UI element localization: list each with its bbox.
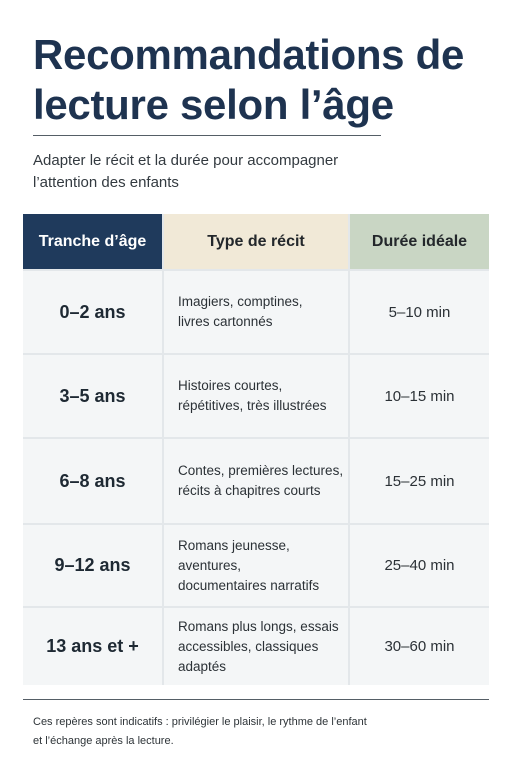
age-cell: 13 ans et +: [23, 608, 162, 685]
story-type-line: répétitives, très illustrées: [178, 398, 327, 413]
title-line-2: lecture selon l’âge: [33, 81, 394, 128]
age-cell: 6–8 ans: [23, 439, 162, 523]
table-row: [23, 608, 489, 685]
story-type-cell: [164, 271, 348, 353]
story-type-line: documentaires narratifs: [178, 577, 320, 593]
duration-cell: 10–15 min: [350, 355, 489, 437]
header-story-type: Type de récit: [164, 214, 348, 269]
footnote: [33, 713, 483, 751]
story-type-cell: [164, 525, 348, 606]
story-type-line: Romans plus longs, essais: [178, 618, 339, 634]
footnote-line-2: et l’échange après la lecture.: [33, 735, 174, 747]
table-row: [23, 355, 489, 437]
duration-cell: 25–40 min: [350, 525, 489, 606]
story-type-line: Imagiers, comptines,: [178, 294, 303, 309]
table-row: [23, 439, 489, 523]
footer-divider: [23, 699, 489, 700]
story-type-cell: [164, 608, 348, 685]
reading-table: [23, 214, 489, 685]
subtitle: [33, 150, 473, 194]
table-row: [23, 525, 489, 606]
story-type-cell: [164, 439, 348, 523]
duration-cell: 30–60 min: [350, 608, 489, 685]
footnote-line-1: Ces repères sont indicatifs : privilégier le plaisir, le rythme de l’enfant: [33, 716, 367, 728]
header-age: Tranche d’âge: [23, 214, 162, 269]
story-type-cell: [164, 355, 348, 437]
age-cell: 9–12 ans: [23, 525, 162, 606]
table-row: [23, 271, 489, 353]
story-type-line: adaptés: [178, 658, 227, 674]
title-line-1: Recommandations de: [33, 31, 465, 78]
duration-cell: 5–10 min: [350, 271, 489, 353]
title-divider: [33, 135, 381, 136]
story-type-line: accessibles, classiques: [178, 638, 319, 654]
story-type-line: récits à chapitres courts: [178, 483, 321, 498]
story-type-line: Contes, premières lectures,: [178, 463, 344, 478]
story-type-line: Histoires courtes,: [178, 378, 283, 393]
story-type-line: Romans jeunesse, aventures,: [178, 537, 290, 573]
subtitle-line-1: Adapter le récit et la durée pour accompagner: [33, 152, 339, 169]
page-title: [33, 30, 493, 130]
header-duration: Durée idéale: [350, 214, 489, 269]
duration-cell: 15–25 min: [350, 439, 489, 523]
subtitle-line-2: l’attention des enfants: [33, 174, 179, 191]
story-type-line: livres cartonnés: [178, 314, 273, 329]
age-cell: 3–5 ans: [23, 355, 162, 437]
age-cell: 0–2 ans: [23, 271, 162, 353]
